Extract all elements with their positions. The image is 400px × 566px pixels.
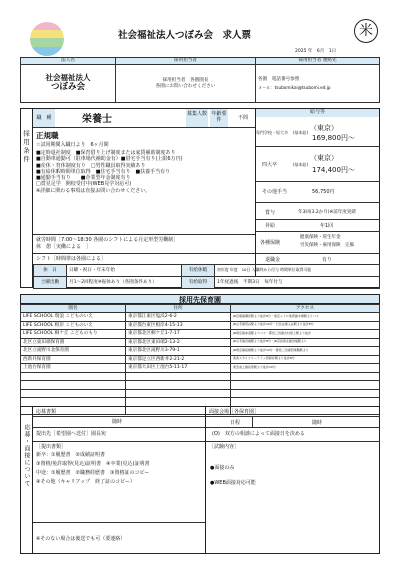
- seal-stamp: 米: [354, 19, 378, 43]
- nurseries-section-title: 採用先保育園: [20, 294, 380, 304]
- table-row: [21, 347, 380, 356]
- nursery-address: 東京都北区桐ケ丘1-7-17: [126, 330, 231, 339]
- days-off-value: 日曜・祝日・年末年始: [67, 265, 182, 277]
- univ-basic-label: (基本給): [293, 162, 309, 167]
- nursery-address: 東京都台東区根岸4-15-13: [126, 321, 231, 330]
- contact-email: メール：tsubomikai@tsubomi.ed.jp: [258, 84, 331, 90]
- doc-item: ③資格/免許取得(見込)証明書 ④卒業(見込)証明書: [36, 461, 150, 467]
- org-name-line2: つぼみ会: [50, 81, 85, 92]
- nursery-access: JR京葉線潮見駅より徒歩8分・東京メトロ東西線木場駅よりバス: [231, 313, 380, 322]
- univ-salary: 174,400円～: [312, 166, 355, 174]
- leave-usage-label: 有給取得: [182, 277, 215, 289]
- nursery-name: LIFE SCHOOL 根岸 こどものいえ: [21, 321, 126, 330]
- page-title: 社会福祉法人つぼみ会 求人票: [118, 30, 252, 41]
- job-type-value: 栄養士: [82, 114, 112, 125]
- nursery-access: JR山手線田端駅より徒歩8分・JR京浜東北線田端駅より: [231, 338, 380, 347]
- benefit-item: □賞見足学 開校受付中(WEB見学対応可): [36, 181, 132, 188]
- shift-info: シフト［時間帯は各園による］: [36, 256, 107, 262]
- age-value: 不問: [238, 115, 249, 121]
- table-row: [21, 338, 380, 347]
- staff-line2: 各園にお問い合わせください: [155, 83, 216, 89]
- college-tokyo-label: （東京）: [310, 124, 338, 132]
- interview-date-value: 随時: [312, 420, 323, 426]
- salary-header: 給与等: [256, 109, 379, 117]
- trial-period: ☆試用期間入職日より 6ヶ月間: [36, 142, 109, 148]
- table-row-empty: [21, 381, 380, 390]
- job-type-label: 職 種: [33, 109, 55, 127]
- table-row-empty: [21, 389, 380, 398]
- insurance-value2: 労災保険・雇用保険 完備: [300, 243, 354, 248]
- nursery-address: 東京都江東区塩浜2-6-2: [126, 313, 231, 322]
- col-name: 園名: [21, 305, 126, 313]
- nursery-name: 西新井保育園: [21, 355, 126, 364]
- nursery-name: 上池台保育園: [21, 364, 126, 373]
- benefit-item: ■産休・育休制度有り □男性職員取得実績あり: [36, 162, 146, 169]
- apply-left-title: 応募書類: [36, 409, 57, 415]
- org-table: [20, 57, 380, 103]
- nursery-name: LIFE SCHOOL 桐ケ丘 こどものもり: [21, 330, 126, 339]
- bonus-value: 年3回(3.2か月)※前年度実績: [298, 210, 356, 215]
- docs-list: [36, 452, 149, 488]
- days-off-label: 休 日: [34, 265, 67, 277]
- univ-label: 四大卒: [262, 162, 278, 168]
- org-name-label: 法人名: [21, 58, 116, 65]
- logo: [30, 22, 64, 56]
- other-allowance-value: 56,750円: [312, 189, 335, 195]
- apply-right-title: 面接会場［各保育園］: [209, 409, 260, 415]
- nursery-access: JR埼京線赤羽駅よりバス・都営三田線志村坂上駅より徒歩: [231, 330, 380, 339]
- college-label: 専門学校・短大卒: [256, 130, 288, 135]
- college-salary: 169,800円～: [312, 134, 355, 142]
- nursery-address: 東京都北区東田端2-13-2: [126, 338, 231, 347]
- exam-item: ●面接のみ: [210, 465, 235, 471]
- raise-label: 昇給: [265, 223, 276, 229]
- table-row: [21, 313, 380, 322]
- insurance-label: 各種保険: [260, 240, 281, 246]
- doc-item: 中途：①履歴書 ②職務経歴書 ③資格証のコピー: [36, 470, 150, 476]
- nursery-address: 東京都足立区西新井2-21-2: [126, 355, 231, 364]
- doc-item: 新卒：①履歴書 ②成績証明書: [36, 452, 105, 458]
- staff-label: 採用担当者: [116, 58, 256, 65]
- univ-tokyo-label: （東京）: [310, 154, 338, 162]
- col-access: アクセス: [231, 305, 380, 313]
- job-side-label: 採用条件: [22, 130, 30, 164]
- paid-leave-label: 有給休暇: [182, 265, 215, 277]
- table-row-empty: [21, 398, 380, 407]
- nursery-address: 東京都大田区上池台5-11-17: [126, 364, 231, 373]
- benefit-item: ■通勤手当有り ■企業型年金制度有り: [36, 175, 131, 181]
- exam-title: ［試験内容］: [209, 444, 240, 450]
- apply-side-label: 応募・面接について: [23, 424, 30, 487]
- saturday-value: 月1〜2回程度※振休あり（各園条件あり）: [67, 277, 182, 289]
- nursery-access: JR埼京線板橋駅より徒歩10分・都営三田線西巣鴨駅より: [231, 347, 380, 356]
- contact-phone: 各園 電話番号参照: [258, 76, 300, 82]
- nursery-name: 北区立滝野川北保育園: [21, 347, 126, 356]
- docs-title: ［提出書類］: [36, 444, 67, 450]
- raise-value: 年1回: [320, 223, 334, 229]
- nursery-address: 東京都北区滝野川3-79-1: [126, 347, 231, 356]
- interview-note: (O) 双方の相談によって面接日を決める: [212, 431, 305, 437]
- retire-label: 退職金: [265, 257, 281, 263]
- college-basic-label: (基本給): [293, 130, 309, 135]
- nursery-name: 北区立東田端保育園: [21, 338, 126, 347]
- insurance-value1: 健康保険・厚生年金: [300, 235, 341, 240]
- nursery-name: LIFE SCHOOL 瑞浪 こどものいえ: [21, 313, 126, 322]
- employment-type: 正規職: [36, 131, 59, 140]
- benefit-item: ■定時退社制度 ■保育借り上げ制度または家賃補助制度あり: [36, 150, 176, 156]
- break-time: 休 憩［実働による ］: [36, 244, 92, 250]
- interview-date-label: 日程: [230, 420, 241, 426]
- nursery-access: 東急池上線長原駅より徒歩10分: [231, 364, 380, 373]
- exam-item: ●WEB面接対応可能: [210, 480, 256, 486]
- leave-usage-value: 1年経過後 半期3日 毎年付与: [215, 277, 380, 289]
- table-row: [21, 321, 380, 330]
- working-hours: 就労時間［7:00〜18:30 各園のシフトによる月定形型労働制］: [36, 237, 179, 243]
- col-address: 住所: [126, 305, 231, 313]
- age-label: 年齢要件: [210, 109, 228, 127]
- nursery-access: 東武スカイツリーライン西新井駅より徒歩8分: [231, 355, 380, 364]
- apply-note: ※そのない場合は後送でも可（要連絡）: [36, 536, 126, 542]
- table-row: [21, 364, 380, 373]
- contact-label: 採用担当者 連絡先: [256, 58, 380, 65]
- other-allowance-label: その他手当: [262, 189, 288, 195]
- staff-line1: 採用担当者 各園園長: [162, 78, 209, 83]
- doc-item: ④その他（キャリアップ 終了証のコピー）: [36, 479, 135, 485]
- submit-to: 提出先［希望園へ送付］園長宛: [36, 431, 107, 437]
- retire-value: 有り: [322, 257, 333, 263]
- org-name-line1: 社会福祉法人: [45, 73, 91, 83]
- table-row-empty: [21, 372, 380, 381]
- benefit-item: ■自動車通勤可（駐車場代補助金有）■借宅手当有り(上限6万円): [36, 156, 183, 163]
- nurseries-table: [20, 304, 380, 415]
- benefits-list: [36, 150, 183, 194]
- nursery-access: JR山手線鶯谷駅より徒歩10分・日比谷線入谷駅より徒歩8分: [231, 321, 380, 330]
- table-row: [21, 355, 380, 364]
- saturday-label: 土曜出勤: [34, 277, 67, 289]
- issue-date: 2025 年 6月 1日: [295, 49, 337, 54]
- bonus-label: 賞与: [265, 210, 276, 216]
- apply-anytime: 随時: [112, 419, 123, 425]
- benefit-item: ※詳細に関わる事項は直接お問い合わせください。: [36, 187, 151, 194]
- hires-label: 募集人数: [186, 109, 208, 127]
- benefit-item: ■有給休暇時間単位取得 ■住宅手当有り ■扶養手当有り: [36, 168, 171, 175]
- holiday-table: [33, 264, 380, 289]
- paid-leave-value: 初年度 年度 10日 入職時から付与 時間単位取得可能: [215, 265, 380, 277]
- table-row: [21, 330, 380, 339]
